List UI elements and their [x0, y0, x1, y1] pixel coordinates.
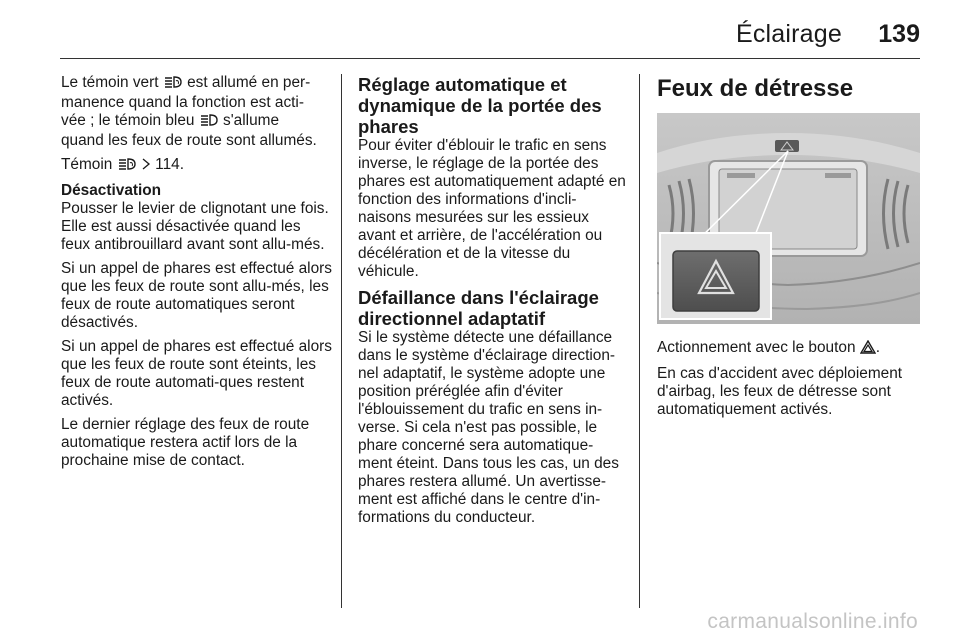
column-divider-2 [639, 74, 640, 608]
page-number: 139 [878, 20, 920, 48]
hazard-warning-icon [860, 340, 876, 359]
deactivation-paragraph-4: Le dernier réglage des feux de route automatique restera actif lors de la prochaine mise de contact. [61, 416, 310, 469]
column-divider-1 [341, 74, 342, 608]
adaptive-lighting-failure-paragraph: Si le système détecte une défaillance dans le système d'éclairage direction-nel adaptatif, le système adopte une position préréglée afin d'éviter l'éblouissement du trafic en sens in-verse. Si cela n'est pas possible, le phare concerné sera automatique-ment éteint. Dans tous les cas, un des phares restera allumé. Un avertisse-ment est affiché dans le centre d'in-formations du conducteur. [358, 329, 619, 526]
high-beam-assist-green-icon [163, 75, 183, 94]
auto-headlight-range-heading: Réglage automatique et dynamique de la portée des phares [358, 74, 602, 137]
auto-headlight-range-paragraph: Pour éviter d'éblouir le trafic en sens inverse, le réglage de la portée des phares est automatiquement adapté en fonction des informations d'incli-naisons mesurées sur les essieux avant et arrière, de l'accélération ou décélération et de la vitesse du véhicule. [358, 137, 626, 280]
deactivation-paragraph-1: Pousser le levier de clignotant une fois. Elle est aussi désactivée quand les feux antibrouillard avant sont allu-més. [61, 200, 329, 253]
page-reference-link[interactable]: 114. [155, 156, 184, 173]
column-3 [657, 74, 921, 425]
watermark: carmanualsonline.info [707, 610, 918, 633]
deactivation-heading: Désactivation [61, 182, 162, 199]
indicator-reference: Témoin 114. [61, 156, 333, 176]
column-2 [358, 74, 626, 533]
hazard-lights-heading: Feux de détresse [657, 75, 854, 102]
column-1 [61, 74, 333, 476]
page-reference-arrow-icon [141, 157, 151, 176]
header-rule [60, 58, 920, 59]
page-title: Éclairage [735, 20, 842, 48]
high-beam-blue-icon [199, 113, 219, 132]
airbag-hazard-paragraph: En cas d'accident avec déploiement d'airbag, les feux de détresse sont automatiquement activés. [657, 365, 903, 418]
adaptive-lighting-failure-heading: Défaillance dans l'éclairage directionnel adaptatif [358, 287, 599, 329]
hazard-switch-illustration [657, 113, 920, 324]
deactivation-paragraph-3: Si un appel de phares est effectué alors que les feux de route sont éteints, les feux de route automati-ques restent activés. [61, 338, 332, 409]
intro-paragraph: Le témoin vert est allumé en per- manence quand la fonction est acti- vée ; le témoin bleu s'allume quand les feux de route sont allumés. [61, 74, 317, 149]
page-header [60, 14, 920, 56]
high-beam-assist-icon [117, 157, 137, 176]
hazard-button-paragraph: Actionnement avec le bouton . [657, 339, 921, 359]
deactivation-paragraph-2: Si un appel de phares est effectué alors que les feux de route sont allu-més, les feux de route automatiques seront désactivés. [61, 260, 332, 331]
